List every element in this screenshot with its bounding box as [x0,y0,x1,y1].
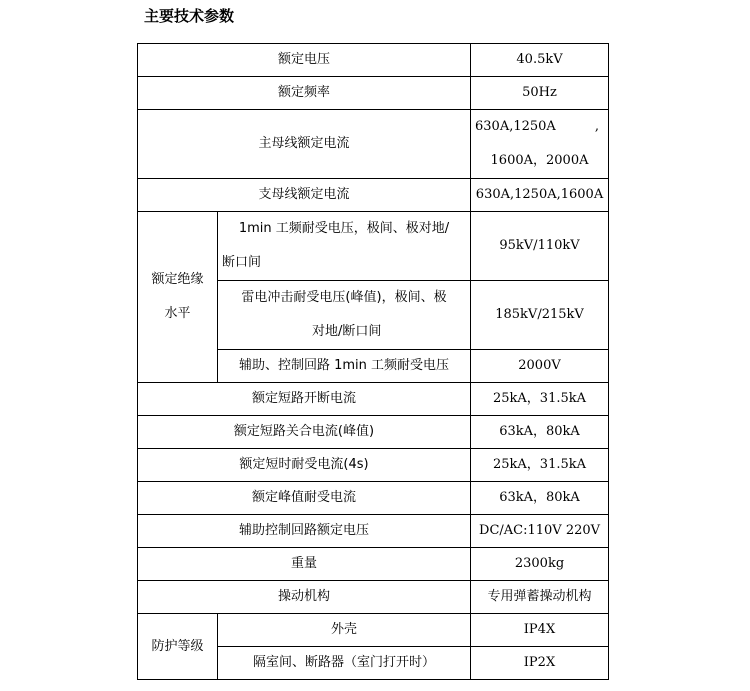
main-bus-current-value-line2: 1600A，2000A [490,153,589,168]
lightning-withstand-label [218,281,471,350]
aux-voltage-value: DC/AC:110V 220V [471,515,609,548]
aux-voltage-label: 辅助控制回路额定电压 [138,515,471,548]
weight-value: 2300kg [471,548,609,581]
mechanism-label: 操动机构 [138,581,471,614]
peak-withstand-value: 63kA，80kA [471,482,609,515]
rated-frequency-value: 50Hz [471,77,609,110]
main-bus-current-value-line1: 630A,1250A , [475,119,599,134]
short-break-label: 额定短路开断电流 [138,383,471,416]
main-bus-current-label: 主母线额定电流 [138,110,471,179]
table-row [138,110,609,179]
main-bus-current-value [471,110,609,179]
table-row [138,581,609,614]
power-freq-withstand-value: 95kV/110kV [471,212,609,281]
table-row [138,449,609,482]
rated-voltage-label: 额定电压 [138,44,471,77]
table-row [138,416,609,449]
table-row [138,548,609,581]
page-title: 主要技术参数 [144,7,235,25]
peak-withstand-label: 额定峰值耐受电流 [138,482,471,515]
compartment-label: 隔室间、断路器（室门打开时） [218,647,471,680]
power-freq-withstand-label-line1: 1min 工频耐受电压，极间、极对地/ [238,221,450,236]
table-row [138,44,609,77]
insulation-group-label [138,212,218,383]
power-freq-withstand-label [218,212,471,281]
short-time-value: 25kA，31.5kA [471,449,609,482]
short-make-value: 63kA，80kA [471,416,609,449]
short-break-value: 25kA，31.5kA [471,383,609,416]
table-row [138,383,609,416]
branch-bus-current-label: 支母线额定电流 [138,179,471,212]
insulation-group-label-line2: 水平 [164,306,191,321]
spec-table [137,43,609,680]
mechanism-value: 专用弹蓄操动机构 [471,581,609,614]
short-time-label: 额定短时耐受电流(4s) [138,449,471,482]
table-row [138,614,609,647]
lightning-withstand-label-line1: 雷电冲击耐受电压(峰值)，极间、极 [241,290,447,305]
enclosure-label: 外壳 [218,614,471,647]
short-make-label: 额定短路关合电流(峰值) [138,416,471,449]
branch-bus-current-value: 630A,1250A,1600A [471,179,609,212]
rated-frequency-label: 额定频率 [138,77,471,110]
aux-withstand-label: 辅助、控制回路 1min 工频耐受电压 [218,350,471,383]
protection-group-label: 防护等级 [138,614,218,680]
rated-voltage-value: 40.5kV [471,44,609,77]
insulation-group-label-line1: 额定绝缘 [151,272,204,287]
lightning-withstand-label-line2: 对地/断口间 [312,324,382,339]
table-row [138,212,609,281]
table-row [138,515,609,548]
power-freq-withstand-label-line2: 断口间 [222,255,262,270]
weight-label: 重量 [138,548,471,581]
table-row [138,482,609,515]
aux-withstand-value: 2000V [471,350,609,383]
lightning-withstand-value: 185kV/215kV [471,281,609,350]
enclosure-value: IP4X [471,614,609,647]
table-row [138,77,609,110]
compartment-value: IP2X [471,647,609,680]
table-row [138,179,609,212]
